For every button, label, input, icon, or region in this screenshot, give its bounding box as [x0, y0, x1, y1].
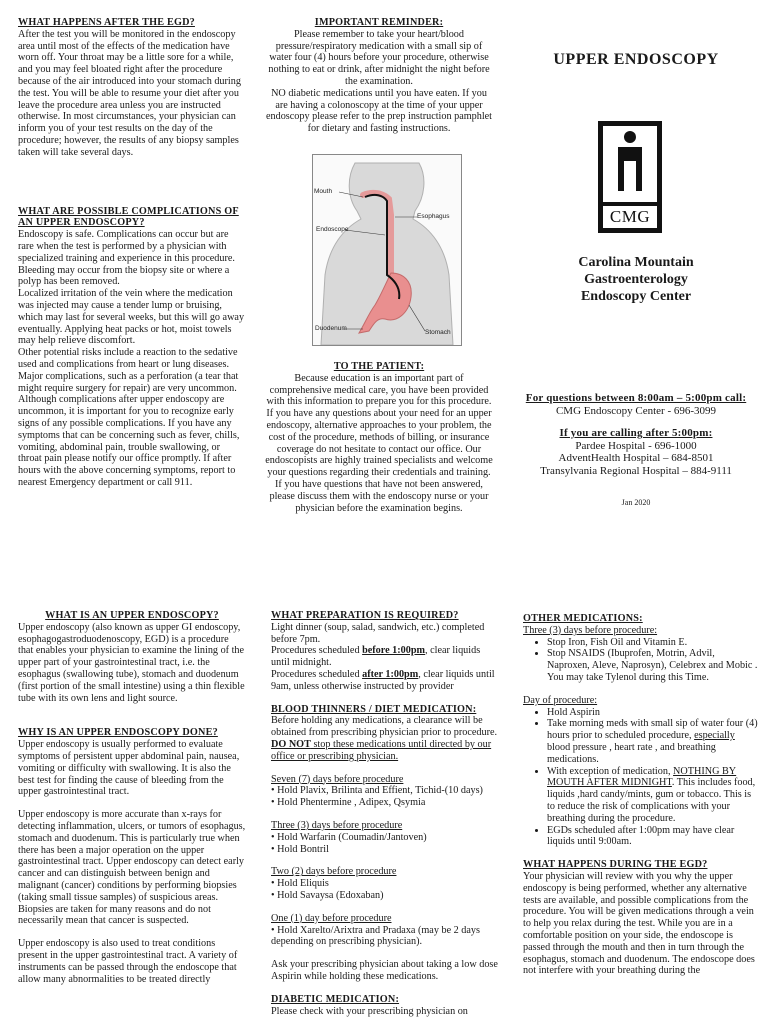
figure-label-stomach: Stomach: [425, 329, 451, 336]
diabetic-heading: DIABETIC MEDICATION:: [271, 993, 400, 1005]
brochure-title: UPPER ENDOSCOPY: [553, 51, 719, 68]
seven-day-item-2: • Hold Phentermine , Adipex, Qsymia: [271, 797, 426, 809]
panel-cover: [512, 50, 760, 70]
figure-label-esophagus: Esophagus: [417, 213, 450, 220]
during-heading: WHAT HAPPENS DURING THE EGD?: [523, 859, 708, 871]
cmg-logo: [598, 121, 662, 233]
three-day-item-1: • Hold Warfarin (Coumadin/Jantoven): [271, 831, 427, 843]
two-day-item-2: • Hold Savaysa (Edoxaban): [271, 889, 384, 901]
during-body: Your physician will review with you why the upper endoscopy is being performed, whether any alternative tests are available, and possible complications from the procedure. You will be given medications through a vein to help you relax during the test. While you are in a comfortable position on your side, the endoscope is passed through the mouth and then in turn through the esophagus, stomach and duodenum. The endoscope does not interfere with your breathing during the: [523, 870, 755, 977]
what-body: Upper endoscopy (also known as upper GI endoscopy, esophagogastroduodenoscopy, EGD) is a procedure that enables your physician to examine the lining of the upper part of your gastrointestinal tract, i.e. the esophagus (swallowing tube), stomach and duodenum (first portion of the small intestine) using a thin flexible tube with its own lens and light source.: [18, 621, 245, 704]
why-heading: WHY IS AN UPPER ENDOSCOPY DONE?: [18, 727, 218, 739]
after-body: After the test you will be monitored in the endoscopy area until most of the effects of the medication have worn off. Your throat may be a little sore for a while, and you may feel bloated right after the procedure because of the air introduced into your stomach during the test. You will be able to resume your diet after you leave the procedure area unless you are instructed otherwise. In most circumstances, your physician can inform you of your test results on the day of the procedure; however, the results of any biopsy samples taken will take several days.: [18, 28, 241, 158]
figure-label-duodenum: Duodenum: [315, 325, 347, 332]
revision-date: Jan 2020: [621, 498, 651, 507]
one-day-heading: One (1) day before procedure: [271, 912, 392, 924]
three-day-heading: Three (3) days before procedure: [271, 819, 403, 831]
prep-line-2: Procedures scheduled before 1:00pm, clear liquids until midnight.: [271, 645, 481, 669]
why-p2: Upper endoscopy is more accurate than x-rays for detecting inflammation, ulcers, or tumors of esophagus, stomach and duodenum. This is particularly true when there has been a major operation on the upper gastrointestinal tract. Upper endoscopy can detect early cancer and can distinguish between benign and malignant (cancer) conditions by performing biopsies (taking small tissue samples) of suspicious areas. Biopsies are taken for many reasons and do not necessarily mean that cancer is suspected.: [18, 809, 246, 927]
thinners-heading: BLOOD THINNERS / DIET MEDICATION:: [271, 703, 477, 715]
daytime-phone: CMG Endoscopy Center - 696-3099: [555, 404, 717, 417]
aspirin-note: Ask your prescribing physician about taking a low dose Aspirin while holding these medications.: [271, 959, 498, 982]
prep-line-3: Procedures scheduled after 1:00pm, clear liquids until 9am, unless otherwise instructed by provider: [271, 668, 495, 692]
complications-p2: Localized irritation of the vein where the medication was injected may cause a tender lump or bruising, which may last for several weeks, but this will go away eventually. Applying heat packs or hot, moist towels may help relieve discomfort.: [18, 288, 245, 347]
why-p3: Upper endoscopy is also used to treat conditions present in the upper gastrointestinal tract. A variety of instruments can be passed through the endoscope that allow many abnormalities to be treated directly: [18, 938, 238, 985]
cover-contacts: [512, 392, 760, 510]
org-line-2: Gastroenterology: [584, 272, 688, 287]
daytime-heading: For questions between 8:00am – 5:00pm call:: [525, 392, 747, 404]
seven-day-item-1: • Hold Plavix, Brilinta and Effient, Tichid-(10 days): [271, 785, 483, 797]
other-three-day-heading: Three (3) days before procedure:: [523, 624, 658, 636]
patient-body: Because education is an important part of comprehensive medical care, you have been provided with this information to prepare you for this procedure. If you have any questions about your need for an upper endoscopy, alternative approaches to your problem, the cost of the procedure, methods of billing, or insurance coverage do not hesitate to contact our office. Our endoscopists are highly trained specialists and welcome your questions regarding their credentials and training. If you have questions that have not been answered, please discuss them with the endoscopy nurse or your physician before the examination begins.: [265, 372, 493, 514]
prep-line-1: Light dinner (soup, salad, sandwich, etc.) completed before 7pm.: [271, 621, 485, 645]
diabetic-body: Please check with your prescribing physician on: [271, 1005, 468, 1017]
panel-after-complications: [18, 17, 246, 489]
complications-heading: WHAT ARE POSSIBLE COMPLICATIONS OF AN UPPER ENDOSCOPY?: [18, 205, 239, 229]
three-day-item-2: • Hold Bontril: [271, 843, 329, 855]
panel-patient: [265, 361, 493, 514]
two-day-heading: Two (2) days before procedure: [271, 866, 397, 878]
list-item: • With exception of medication, NOTHING BY MOUTH AFTER MIDNIGHT. This includes food, liquids ,hard candy/mints, gum or tobacco. This is to reduce the risk of complications with your breathing during the procedure.: [547, 766, 759, 825]
org-line-1: Carolina Mountain: [578, 255, 694, 270]
seven-day-heading: Seven (7) days before procedure: [271, 773, 404, 785]
prep-heading: WHAT PREPARATION IS REQUIRED?: [271, 610, 459, 621]
list-item: • Stop Iron, Fish Oil and Vitamin E.: [547, 637, 759, 649]
after-hours-heading: If you are calling after 5:00pm:: [559, 427, 713, 439]
list-item: • Take morning meds with small sip of water four (4) hours prior to scheduled procedure, especially blood pressure , heart rate , and breathing medications.: [547, 718, 759, 765]
panel-reminder: [265, 17, 493, 135]
one-day-item-1: • Hold Xarelto/Arixtra and Pradaxa (may be 2 days depending on prescribing physician).: [271, 924, 480, 948]
after-hours-phone-1: Pardee Hospital - 696-1000: [575, 439, 697, 452]
complications-p1: Endoscopy is safe. Complications can occur but are rare when the test is performed by a physician with specialized training and experience in this procedure. Bleeding may occur from the biopsy site or where a polyp has been removed.: [18, 229, 235, 288]
why-p1: Upper endoscopy is usually performed to evaluate symptoms of persistent upper abdominal pain, nausea, vomiting or difficulty with swallowing. It is also the best test for finding the cause of bleeding from the upper gastrointestinal tract.: [18, 739, 240, 798]
list-item: • EGDs scheduled after 1:00pm may have clear liquids until 9:00am.: [547, 825, 759, 849]
logo-text: CMG: [609, 207, 651, 226]
other-heading: OTHER MEDICATIONS:: [523, 613, 643, 624]
after-hours-phone-2: AdventHealth Hospital – 684-8501: [558, 452, 714, 464]
complications-p4: Although complications after upper endoscopy are uncommon, it is important for you to recognize early signs of any possible complications. If you have any symptoms that can be concerning such as fever, chills, vomiting, abdominal pain, trouble swallowing, or throat pain please notify our office promptly. If after hours with the above concerning symptoms, report to nearest Emergency department or call 911.: [18, 394, 240, 488]
thinners-intro: Before holding any medications, a clearance will be obtained from prescribing physician prior to procedure. DO NOT stop these medications until directed by our office or prescribing physician.: [271, 715, 498, 762]
reminder-heading: IMPORTANT REMINDER:: [314, 17, 444, 28]
figure-label-mouth: Mouth: [314, 188, 333, 195]
anatomy-illustration: [313, 155, 461, 345]
other-three-day-list: [523, 637, 759, 684]
list-item: • Stop NSAIDS (Ibuprofen, Motrin, Advil, Naproxen, Aleve, Naprosyn), Celebrex and Mobic . You may take Tylenol during this Time.: [547, 648, 759, 683]
panel-other-medications: [523, 613, 759, 977]
complications-p3: Other potential risks include a reaction to the sedative used and complications from heart or lung diseases. Major complications, such as a perforation (a tear that might require surgery for repair) are very uncommon.: [18, 347, 239, 394]
day-of-list: [523, 707, 759, 849]
after-heading: WHAT HAPPENS AFTER THE EGD?: [18, 17, 195, 28]
after-hours-phone-3: Transylvania Regional Hospital – 884-9111: [540, 464, 732, 477]
reminder-p1: Please remember to take your heart/blood pressure/respiratory medication with a small sip of water four (4) hours before your procedure, otherwise nothing to eat or drink, after midnight the night before the examination.: [268, 28, 490, 87]
figure-label-endoscope: Endoscope: [316, 226, 349, 233]
upper-gi-anatomy-figure: [312, 154, 462, 346]
reminder-p2: NO diabetic medications until you have eaten. If you are having a colonoscopy at the time of your upper endoscopy please refer to the prep instruction pamphlet for dietary and fasting instructions.: [265, 87, 493, 135]
day-of-heading: Day of procedure:: [523, 694, 598, 706]
org-line-3: Endoscopy Center: [580, 289, 692, 304]
list-item: • Hold Aspirin: [547, 707, 759, 719]
two-day-item-1: • Hold Eliquis: [271, 878, 329, 890]
cover-org: [512, 254, 760, 305]
what-heading: WHAT IS AN UPPER ENDOSCOPY?: [45, 610, 219, 621]
panel-what-why: [18, 610, 246, 985]
patient-heading: TO THE PATIENT:: [333, 361, 425, 372]
panel-preparation: [271, 610, 499, 1017]
